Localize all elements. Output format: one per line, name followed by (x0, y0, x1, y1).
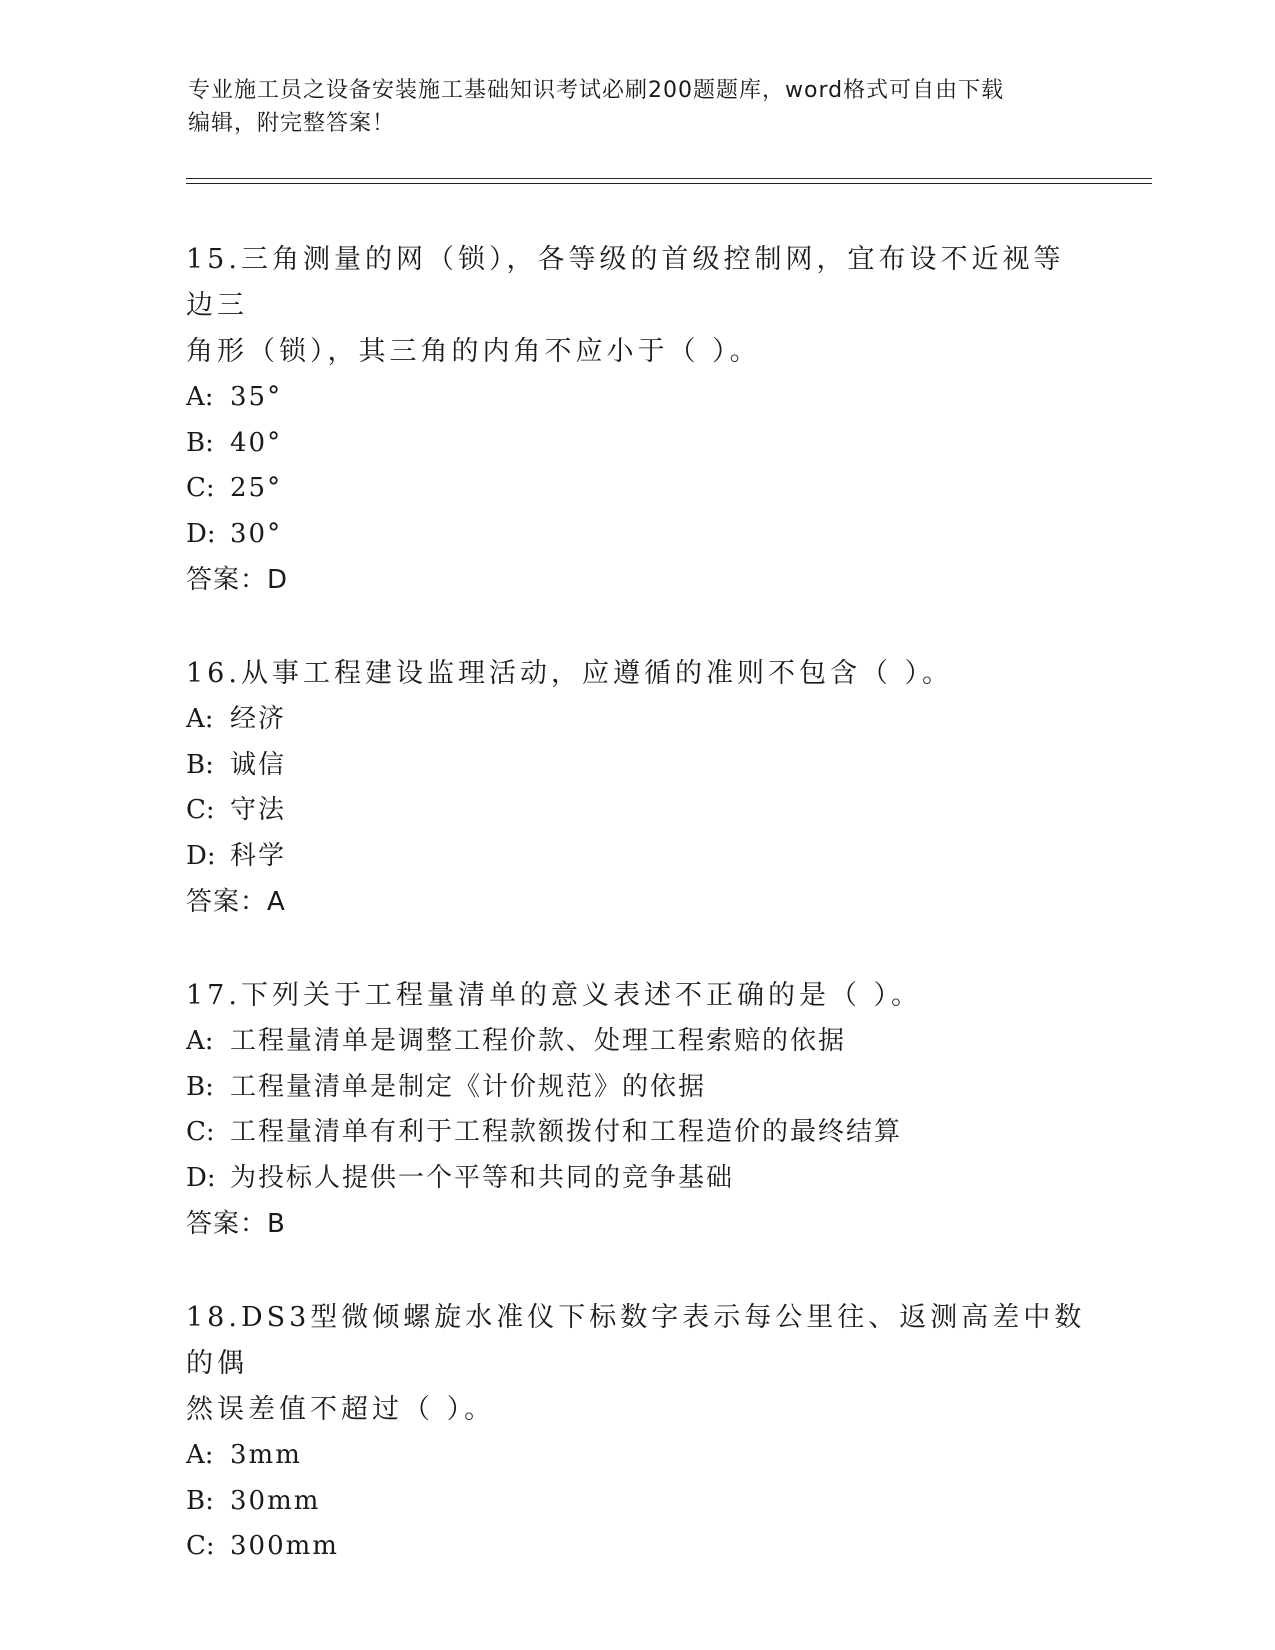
option-text: 工程量清单有利于工程款额拨付和工程造价的最终结算 (230, 1117, 903, 1147)
option-a (186, 697, 1086, 743)
option-text: 30° (230, 518, 283, 549)
option-letter: D: (186, 840, 216, 871)
answer-label: 答案：A (186, 887, 286, 917)
option-d (186, 1156, 1086, 1202)
option-letter: A: (186, 382, 214, 412)
header-title-line-1: 专业施工员之设备安装施工基础知识考试必刷200题题库，word格式可自由下载 (188, 78, 1005, 103)
option-text: 40° (230, 427, 283, 458)
option-a (186, 1433, 1086, 1479)
option-text: 35° (230, 382, 283, 412)
question-18 (186, 1295, 1086, 1570)
option-letter: A: (186, 1440, 214, 1470)
header-divider-bottom (186, 183, 1152, 184)
question-stem-line: 角形（锁），其三角的内角不应小于（ ）。 (186, 336, 761, 367)
option-text: 为投标人提供一个平等和共同的竞争基础 (230, 1162, 735, 1193)
question-stem-line: 17.下列关于工程量清单的意义表述不正确的是（ ）。 (186, 980, 923, 1011)
option-letter: C: (186, 1531, 215, 1561)
option-letter: A: (186, 704, 214, 734)
option-letter: B: (186, 427, 214, 458)
question-15 (186, 237, 1086, 603)
option-letter: B: (186, 1071, 214, 1102)
option-letter: A: (186, 1026, 214, 1056)
option-c (186, 1524, 1086, 1570)
question-stem-line: 然误差值不超过（ ）。 (186, 1394, 496, 1425)
option-letter: C: (186, 1117, 215, 1147)
option-c (186, 788, 1086, 834)
option-text: 30mm (230, 1485, 321, 1516)
option-text: 工程量清单是调整工程价款、处理工程索赔的依据 (230, 1026, 847, 1056)
option-a (186, 375, 1086, 421)
option-b (186, 1065, 1086, 1111)
document-header (188, 74, 1088, 140)
option-a (186, 1019, 1086, 1065)
option-b (186, 421, 1086, 467)
question-stem-line: 16.从事工程建设监理活动，应遵循的准则不包含（ ）。 (186, 658, 954, 689)
option-letter: C: (186, 795, 215, 825)
option-c (186, 466, 1086, 512)
option-b (186, 743, 1086, 789)
question-list (186, 237, 1086, 1618)
option-text: 守法 (230, 795, 287, 825)
option-d (186, 834, 1086, 880)
option-letter: D: (186, 1162, 216, 1193)
question-stem-line: 18.DS3型微倾螺旋水准仪下标数字表示每公里往、返测高差中数的偶 (186, 1302, 1086, 1379)
option-text: 科学 (230, 840, 287, 871)
option-text: 300mm (230, 1531, 339, 1561)
header-title-line-2: 编辑，附完整答案！ (188, 111, 396, 136)
option-d (186, 512, 1086, 558)
question-17 (186, 973, 1086, 1247)
answer-label: 答案：B (186, 1209, 286, 1239)
question-16 (186, 651, 1086, 925)
option-letter: D: (186, 518, 216, 549)
question-stem-line: 15.三角测量的网（锁），各等级的首级控制网，宜布设不近视等边三 (186, 244, 1065, 321)
header-divider-top (186, 178, 1152, 179)
option-text: 25° (230, 473, 283, 503)
option-text: 工程量清单是制定《计价规范》的依据 (230, 1071, 707, 1102)
option-c (186, 1110, 1086, 1156)
option-letter: B: (186, 749, 214, 780)
answer-label: 答案：D (186, 565, 289, 595)
option-letter: C: (186, 473, 215, 503)
option-b (186, 1479, 1086, 1525)
option-text: 经济 (230, 704, 287, 734)
option-text: 诚信 (230, 749, 287, 780)
option-text: 3mm (230, 1440, 302, 1470)
option-letter: B: (186, 1485, 214, 1516)
